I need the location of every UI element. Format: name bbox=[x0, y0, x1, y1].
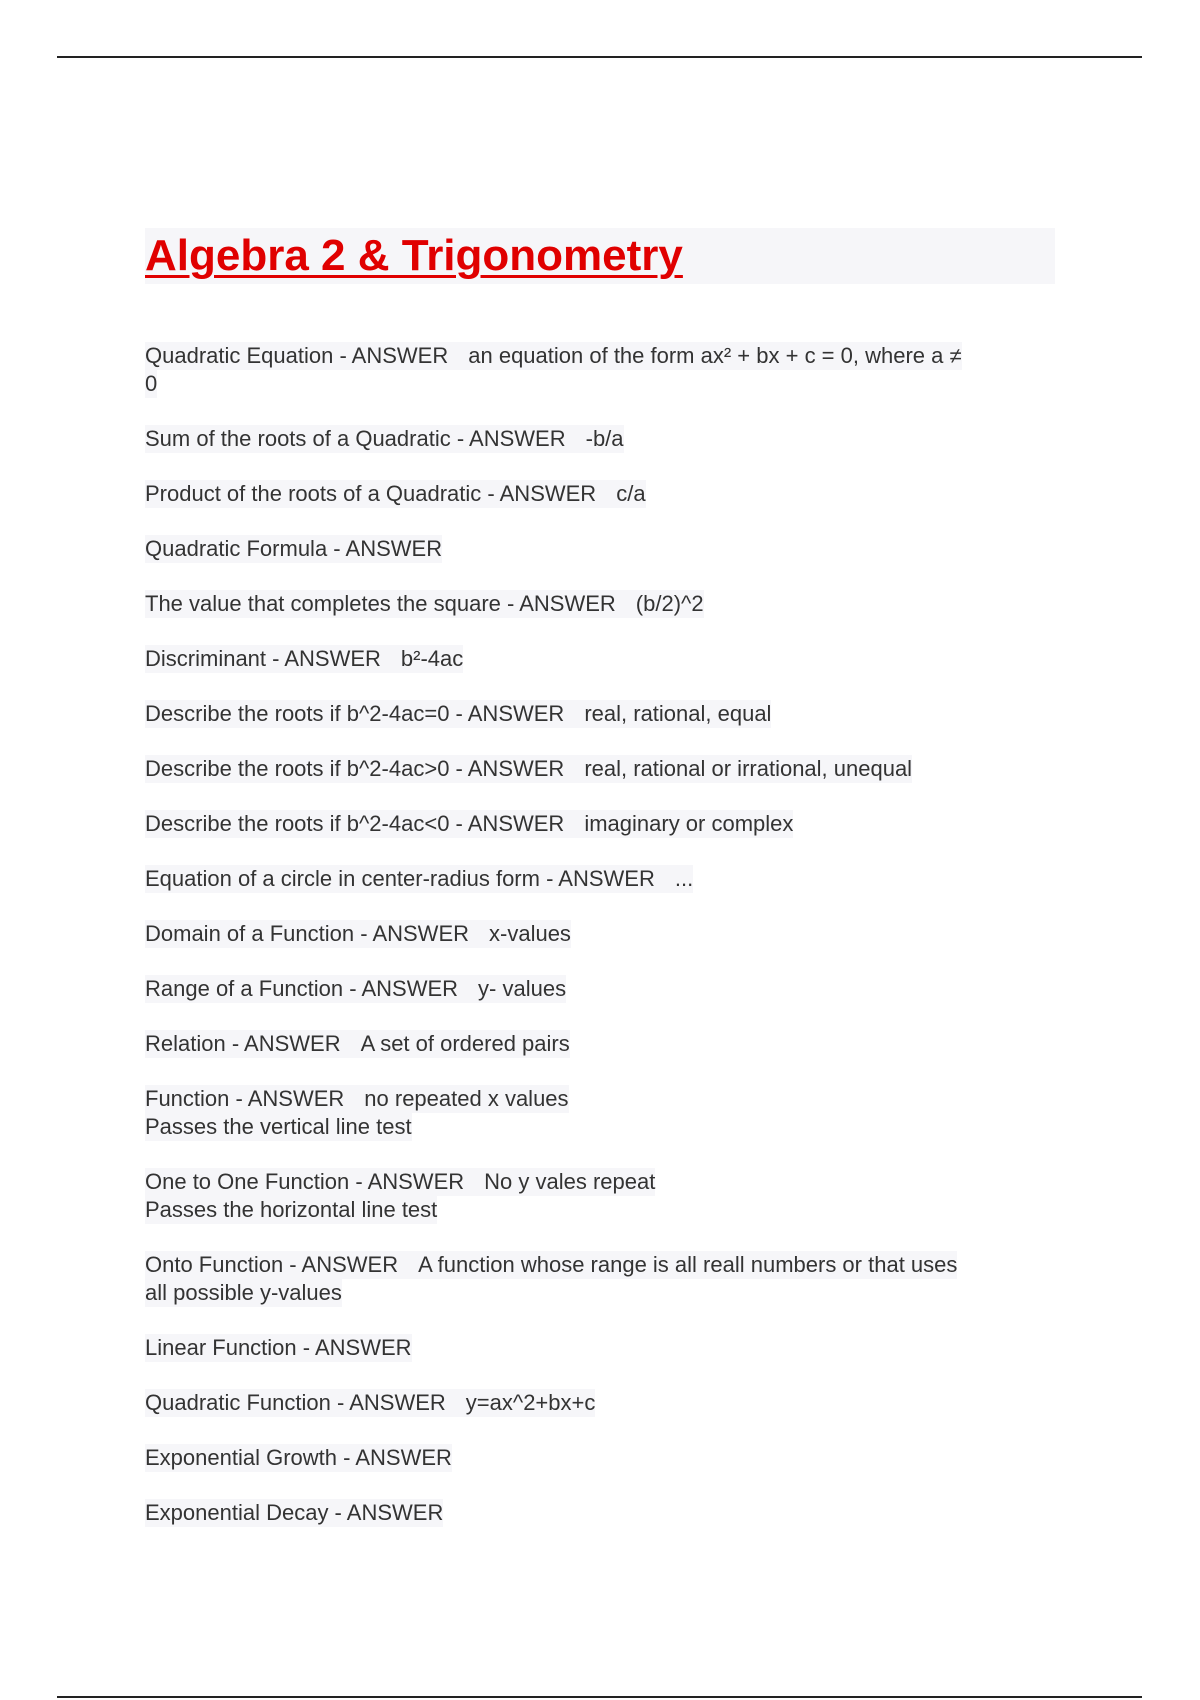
qa-line bbox=[145, 810, 793, 838]
qa-line bbox=[145, 645, 463, 673]
qa-line bbox=[145, 535, 442, 563]
qa-term: Describe the roots if b^2-4ac<0 - ANSWER bbox=[145, 811, 565, 836]
qa-term: Product of the roots of a Quadratic - ANSWER bbox=[145, 481, 597, 506]
qa-item bbox=[145, 480, 1055, 508]
qa-term: Quadratic Function - ANSWER bbox=[145, 1390, 446, 1415]
qa-line bbox=[145, 975, 566, 1003]
qa-item bbox=[145, 1251, 1055, 1307]
qa-line bbox=[145, 1444, 452, 1472]
qa-term: Domain of a Function - ANSWER bbox=[145, 921, 470, 946]
qa-item bbox=[145, 342, 1055, 398]
qa-answer: no repeated x values bbox=[364, 1086, 569, 1111]
qa-line bbox=[145, 1085, 569, 1113]
qa-answer: an equation of the form ax² + bx + c = 0, where a ≠ bbox=[468, 343, 962, 368]
qa-line bbox=[145, 1389, 595, 1417]
qa-answer-continued: Passes the horizontal line test bbox=[145, 1197, 438, 1222]
qa-answer: -b/a bbox=[585, 426, 624, 451]
qa-answer: y- values bbox=[478, 976, 567, 1001]
qa-item bbox=[145, 1168, 1055, 1224]
qa-answer: y=ax^2+bx+c bbox=[465, 1390, 596, 1415]
title-band bbox=[145, 228, 1055, 284]
qa-answer: real, rational or irrational, unequal bbox=[584, 756, 913, 781]
qa-line bbox=[145, 1030, 570, 1058]
qa-item bbox=[145, 700, 1055, 728]
qa-item bbox=[145, 645, 1055, 673]
qa-item bbox=[145, 1499, 1055, 1527]
qa-term: Equation of a circle in center-radius form - ANSWER bbox=[145, 866, 655, 891]
qa-item bbox=[145, 425, 1055, 453]
qa-term: Sum of the roots of a Quadratic - ANSWER bbox=[145, 426, 566, 451]
qa-term: Function - ANSWER bbox=[145, 1086, 345, 1111]
qa-term: Onto Function - ANSWER bbox=[145, 1252, 399, 1277]
qa-term: Exponential Growth - ANSWER bbox=[145, 1445, 452, 1470]
qa-line bbox=[145, 700, 771, 728]
qa-line bbox=[145, 480, 646, 508]
qa-line bbox=[145, 1334, 412, 1362]
qa-answer: A function whose range is all reall numbers or that uses bbox=[418, 1252, 958, 1277]
top-rule bbox=[57, 56, 1142, 58]
qa-line bbox=[145, 920, 571, 948]
qa-term: Quadratic Formula - ANSWER bbox=[145, 536, 443, 561]
qa-answer: imaginary or complex bbox=[584, 811, 794, 836]
qa-line bbox=[145, 1251, 957, 1279]
qa-item bbox=[145, 1030, 1055, 1058]
qa-term: One to One Function - ANSWER bbox=[145, 1169, 465, 1194]
qa-answer: (b/2)^2 bbox=[635, 591, 704, 616]
qa-term: Relation - ANSWER bbox=[145, 1031, 341, 1056]
qa-item bbox=[145, 975, 1055, 1003]
qa-answer: c/a bbox=[616, 481, 646, 506]
qa-item bbox=[145, 755, 1055, 783]
qa-term: The value that completes the square - ANSWER bbox=[145, 591, 616, 616]
qa-answer: x-values bbox=[489, 921, 571, 946]
qa-term: Discriminant - ANSWER bbox=[145, 646, 381, 671]
document-title: Algebra 2 & Trigonometry bbox=[145, 231, 683, 280]
qa-item bbox=[145, 535, 1055, 563]
qa-answer: real, rational, equal bbox=[584, 701, 772, 726]
qa-line bbox=[145, 1499, 443, 1527]
qa-answer: b²-4ac bbox=[400, 646, 464, 671]
qa-term: Describe the roots if b^2-4ac>0 - ANSWER bbox=[145, 756, 565, 781]
qa-item bbox=[145, 1334, 1055, 1362]
qa-answer: No y vales repeat bbox=[484, 1169, 656, 1194]
qa-term: Linear Function - ANSWER bbox=[145, 1335, 412, 1360]
qa-line bbox=[145, 590, 704, 618]
qa-answer: ... bbox=[674, 866, 694, 891]
qa-answer-continued: Passes the vertical line test bbox=[145, 1114, 412, 1139]
bottom-rule bbox=[57, 1696, 1142, 1698]
qa-answer-continued: all possible y-values bbox=[145, 1280, 342, 1305]
qa-line bbox=[145, 342, 962, 370]
qa-item bbox=[145, 865, 1055, 893]
qa-term: Exponential Decay - ANSWER bbox=[145, 1500, 444, 1525]
qa-item bbox=[145, 590, 1055, 618]
document-body bbox=[145, 228, 1055, 1554]
qa-answer-continued: 0 bbox=[145, 371, 158, 396]
qa-list bbox=[145, 342, 1055, 1527]
qa-term: Range of a Function - ANSWER bbox=[145, 976, 459, 1001]
qa-line bbox=[145, 755, 912, 783]
qa-item bbox=[145, 810, 1055, 838]
qa-line bbox=[145, 425, 624, 453]
qa-item bbox=[145, 1444, 1055, 1472]
qa-answer: A set of ordered pairs bbox=[360, 1031, 570, 1056]
qa-item bbox=[145, 920, 1055, 948]
qa-term: Quadratic Equation - ANSWER bbox=[145, 343, 449, 368]
qa-item bbox=[145, 1389, 1055, 1417]
qa-item bbox=[145, 1085, 1055, 1141]
qa-line bbox=[145, 1168, 655, 1196]
qa-line bbox=[145, 865, 693, 893]
qa-term: Describe the roots if b^2-4ac=0 - ANSWER bbox=[145, 701, 565, 726]
